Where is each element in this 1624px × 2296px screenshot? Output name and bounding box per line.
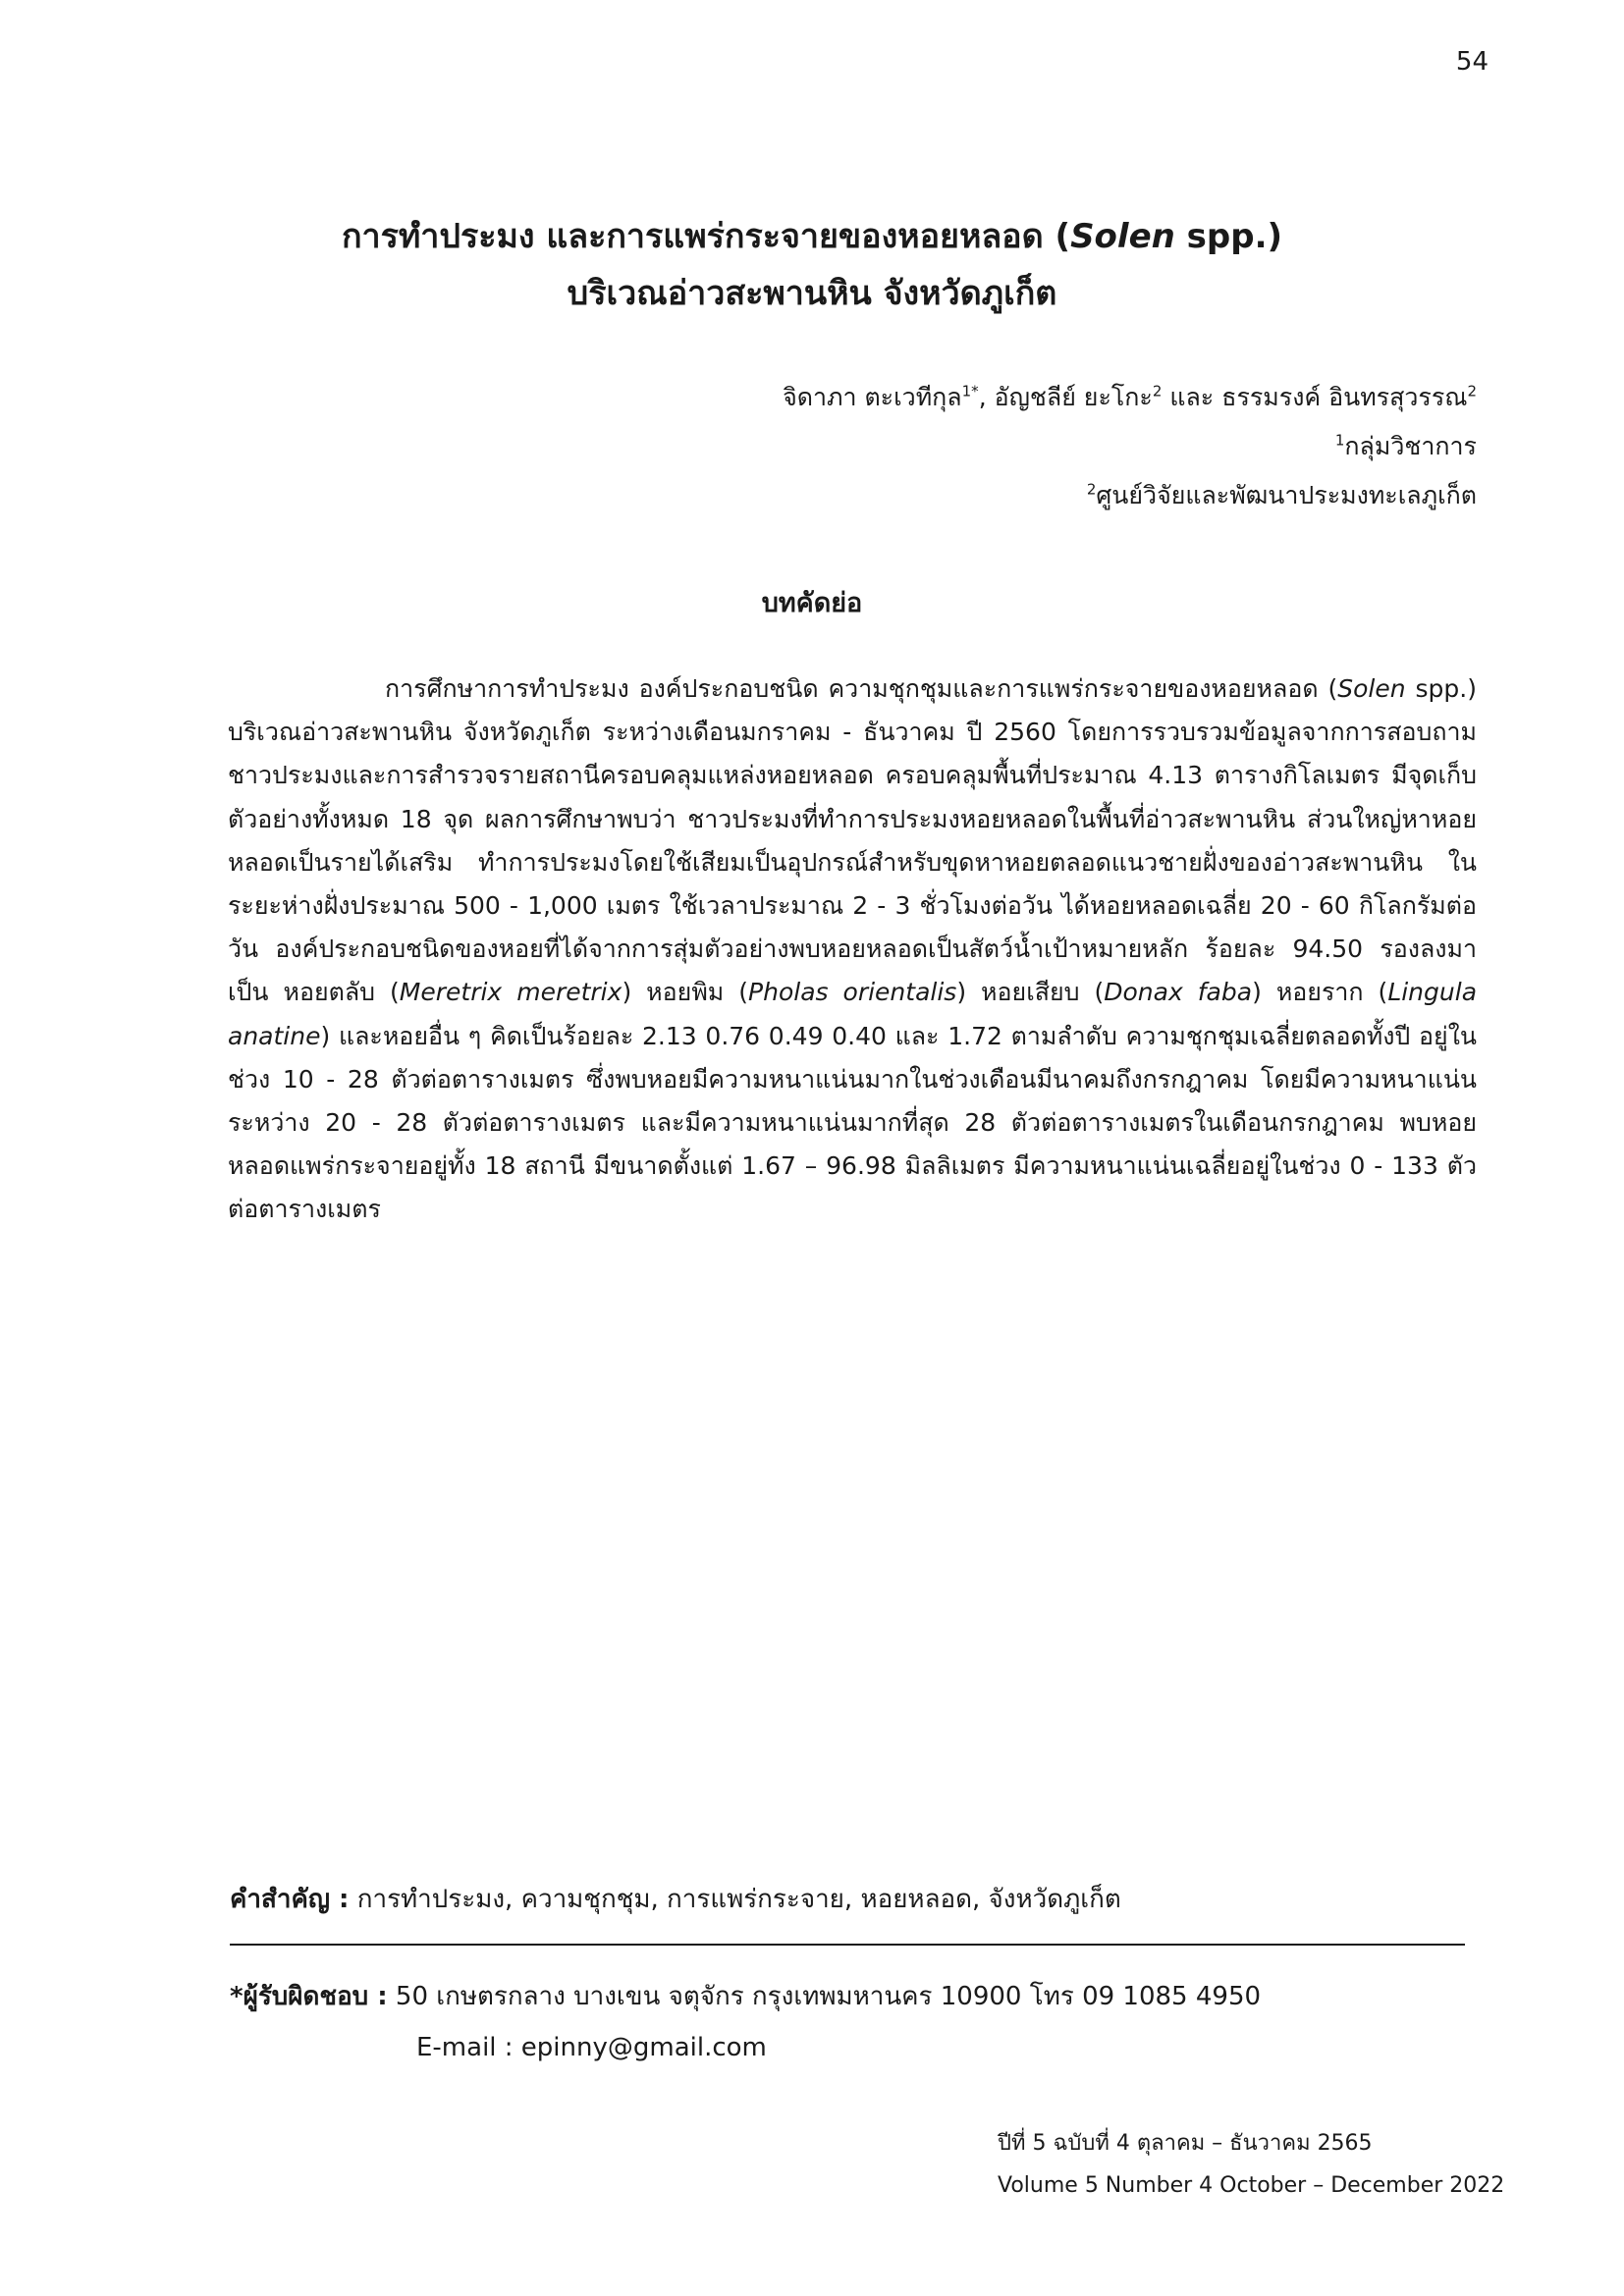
journal-footer	[998, 2122, 1504, 2207]
title-text: การทำประมง และการแพร่กระจายของหอยหลอด (	[341, 217, 1071, 256]
species-name: Donax faba	[1104, 978, 1253, 1007]
author-block	[783, 373, 1477, 520]
abstract-text: ) หอยพิม (	[622, 978, 749, 1007]
abstract-text: การศึกษาการทำประมง องค์ประกอบชนิด ความชุกชุมและการแพร่กระจายของหอยหลอด (	[385, 674, 1338, 703]
correspondence-address-row	[230, 1971, 1261, 2022]
species-name: Pholas orientalis	[748, 978, 957, 1007]
paper-title	[0, 208, 1624, 322]
abstract-heading: บทคัดย่อ	[761, 588, 863, 618]
footer-thai: ปีที่ 5 ฉบับที่ 4 ตุลาคม – ธันวาคม 2565	[998, 2131, 1373, 2156]
author-separator: และ	[1162, 383, 1222, 411]
author-1-mark: 1*	[961, 382, 979, 400]
author-3: ธรรมรงค์ อินทรสุวรรณ	[1221, 383, 1468, 411]
abstract-text: ) หอยเสียบ (	[956, 978, 1105, 1007]
abstract-text: ) หอยราก (	[1252, 978, 1388, 1007]
affiliation-1-mark: 1	[1334, 431, 1345, 450]
keywords-label: คำสำคัญ :	[230, 1885, 350, 1914]
footer-english: Volume 5 Number 4 October – December 2022	[998, 2173, 1505, 2198]
author-2-mark: 2	[1152, 382, 1163, 400]
title-species-name: Solen	[1070, 217, 1175, 256]
abstract-body	[228, 667, 1477, 1232]
affiliation-2-name: ศูนย์วิจัยและพัฒนาประมงทะเลภูเก็ต	[1096, 481, 1477, 509]
author-separator: ,	[978, 383, 995, 411]
correspondence-label: *ผู้รับผิดชอบ :	[230, 1982, 388, 2011]
abstract-text: spp.) บริเวณอ่าวสะพานหิน จังหวัดภูเก็ต ระหว่างเดือนมกราคม - ธันวาคม ปี 2560 โดยการรวบรวมข้อมูลจากการสอบถามชาวประมงและการสำรวจรายสถานีครอบคลุมแหล่งหอยหลอด ครอบคลุมพื้นที่ประมาณ 4.13 ตารางกิโลเมตร มีจุดเก็บตัวอย่างทั้งหมด 18 จุด ผลการศึกษาพบว่า ชาวประมงที่ทำการประมงหอยหลอดในพื้นที่อ่าวสะพานหิน ส่วนใหญ่หาหอยหลอดเป็นรายได้เสริม ทำการประมงโดยใช้เสียมเป็นอุปกรณ์สำหรับขุดหาหอยตลอดแนวชายฝั่งของอ่าวสะพานหิน ในระยะห่างฝั่งประมาณ 500 - 1,000 เมตร ใช้เวลาประมาณ 2 - 3 ชั่วโมงต่อวัน ได้หอยหลอดเฉลี่ย 20 - 60 กิโลกรัมต่อวัน องค์ประกอบชนิดของหอยที่ได้จากการสุ่มตัวอย่างพบหอยหลอดเป็นสัตว์น้ำเป้าหมายหลัก ร้อยละ 94.50 รองลงมาเป็น หอยตลับ (	[228, 674, 1477, 1007]
author-3-mark: 2	[1467, 382, 1477, 400]
species-name: Meretrix meretrix	[399, 978, 623, 1007]
title-line-1	[0, 208, 1624, 265]
correspondence-address: 50 เกษตรกลาง บางเขน จตุจักร กรุงเทพมหานคร 10900 โทร 09 1085 4950	[387, 1982, 1262, 2011]
page-number: 54	[1455, 47, 1489, 77]
affiliation-2-mark: 2	[1086, 480, 1097, 499]
species-name: Lingula anatine	[228, 978, 1478, 1050]
species-name: Solen	[1337, 674, 1406, 703]
title-line-2: บริเวณอ่าวสะพานหิน จังหวัดภูเก็ต	[567, 274, 1057, 313]
author-2: อัญชลีย์ ยะโกะ	[994, 383, 1153, 411]
affiliation-1	[783, 422, 1477, 471]
title-text-end: spp.)	[1174, 217, 1283, 256]
keywords	[230, 1879, 1467, 1919]
keywords-text: การทำประมง, ความชุกชุม, การแพร่กระจาย, หอยหลอด, จังหวัดภูเก็ต	[349, 1885, 1121, 1914]
correspondence	[230, 1971, 1261, 2073]
correspondence-email: E-mail : epinny@gmail.com	[416, 2033, 767, 2062]
author-list	[783, 373, 1477, 422]
affiliation-1-name: กลุ่มวิชาการ	[1344, 432, 1477, 460]
affiliation-2	[783, 471, 1477, 520]
divider	[230, 1944, 1465, 1946]
author-1: จิดาภา ตะเวทีกุล	[783, 383, 962, 411]
abstract-text: ) และหอยอื่น ๆ คิดเป็นร้อยละ 2.13 0.76 0.49 0.40 และ 1.72 ตามลำดับ ความชุกชุมเฉลี่ยตลอดทั้งปี อยู่ในช่วง 10 - 28 ตัวต่อตารางเมตร ซึ่งพบหอยมีความหนาแน่นมากในช่วงเดือนมีนาคมถึงกรกฎาคม โดยมีความหนาแน่นระหว่าง 20 - 28 ตัวต่อตารางเมตร และมีความหนาแน่นมากที่สุด 28 ตัวต่อตารางเมตรในเดือนกรกฎาคม พบหอยหลอดแพร่กระจายอยู่ทั้ง 18 สถานี มีขนาดตั้งแต่ 1.67 – 96.98 มิลลิเมตร มีความหนาแน่นเฉลี่ยอยู่ในช่วง 0 - 133 ตัวต่อตารางเมตร	[228, 1021, 1477, 1224]
